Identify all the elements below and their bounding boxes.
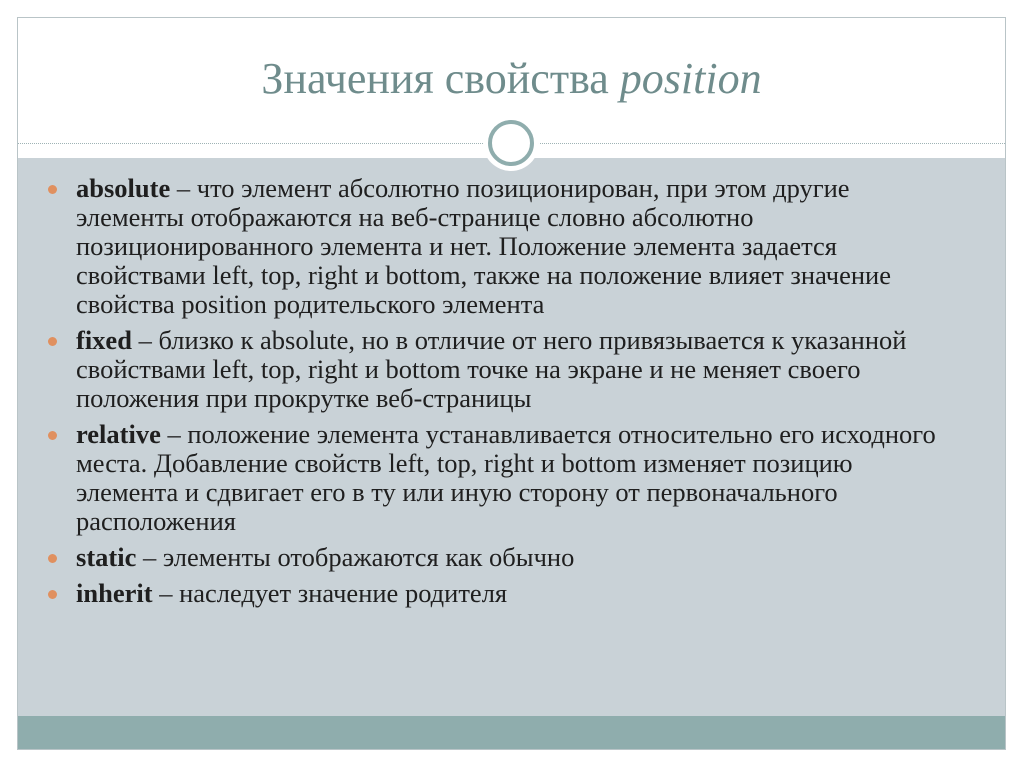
bullet-dot-icon — [48, 185, 57, 194]
bullet-dot-icon — [48, 554, 57, 563]
bullet-dot-icon — [48, 590, 57, 599]
bullet-term: absolute — [76, 173, 171, 203]
slide — [17, 17, 1006, 750]
bullet-text: – наследует значение родителя — [152, 578, 508, 608]
bullet-item-inherit — [48, 579, 948, 608]
bullet-term: static — [76, 542, 137, 572]
circle-ring-icon — [488, 120, 534, 166]
bullet-list — [48, 174, 948, 615]
bullet-term: fixed — [76, 325, 132, 355]
bullet-text: – близко к absolute, но в отличие от него привязывается к указанной свойствами left, top, right и bottom точке на экране и не меняет своего положения при прокрутке веб-страницы — [76, 325, 907, 413]
bullet-text: – что элемент абсолютно позиционирован, при этом другие элементы отображаются на веб-странице словно абсолютно позиционированного элемента и нет. Положение элемента задается свойствами left, top, right и bottom, также на положение влияет значение свойства position родительского элемента — [76, 173, 891, 319]
slide-title-italic: position — [619, 54, 762, 103]
slide-title-main: Значения свойства — [261, 54, 620, 103]
bullet-item-relative — [48, 420, 948, 536]
bullet-item-absolute — [48, 174, 948, 319]
footer-band — [18, 716, 1005, 750]
bullet-text: – положение элемента устанавливается относительно его исходного места. Добавление свойств left, top, right и bottom изменяет позицию элемента и сдвигает его в ту или иную сторону от первоначального расположения — [76, 419, 936, 536]
slide-title — [18, 52, 1005, 106]
bullet-dot-icon — [48, 431, 57, 440]
bullet-text: – элементы отображаются как обычно — [136, 542, 575, 572]
bullet-term: relative — [76, 419, 161, 449]
bullet-term: inherit — [76, 578, 153, 608]
bullet-dot-icon — [48, 337, 57, 346]
bullet-item-fixed — [48, 326, 948, 413]
bullet-item-static — [48, 543, 948, 572]
